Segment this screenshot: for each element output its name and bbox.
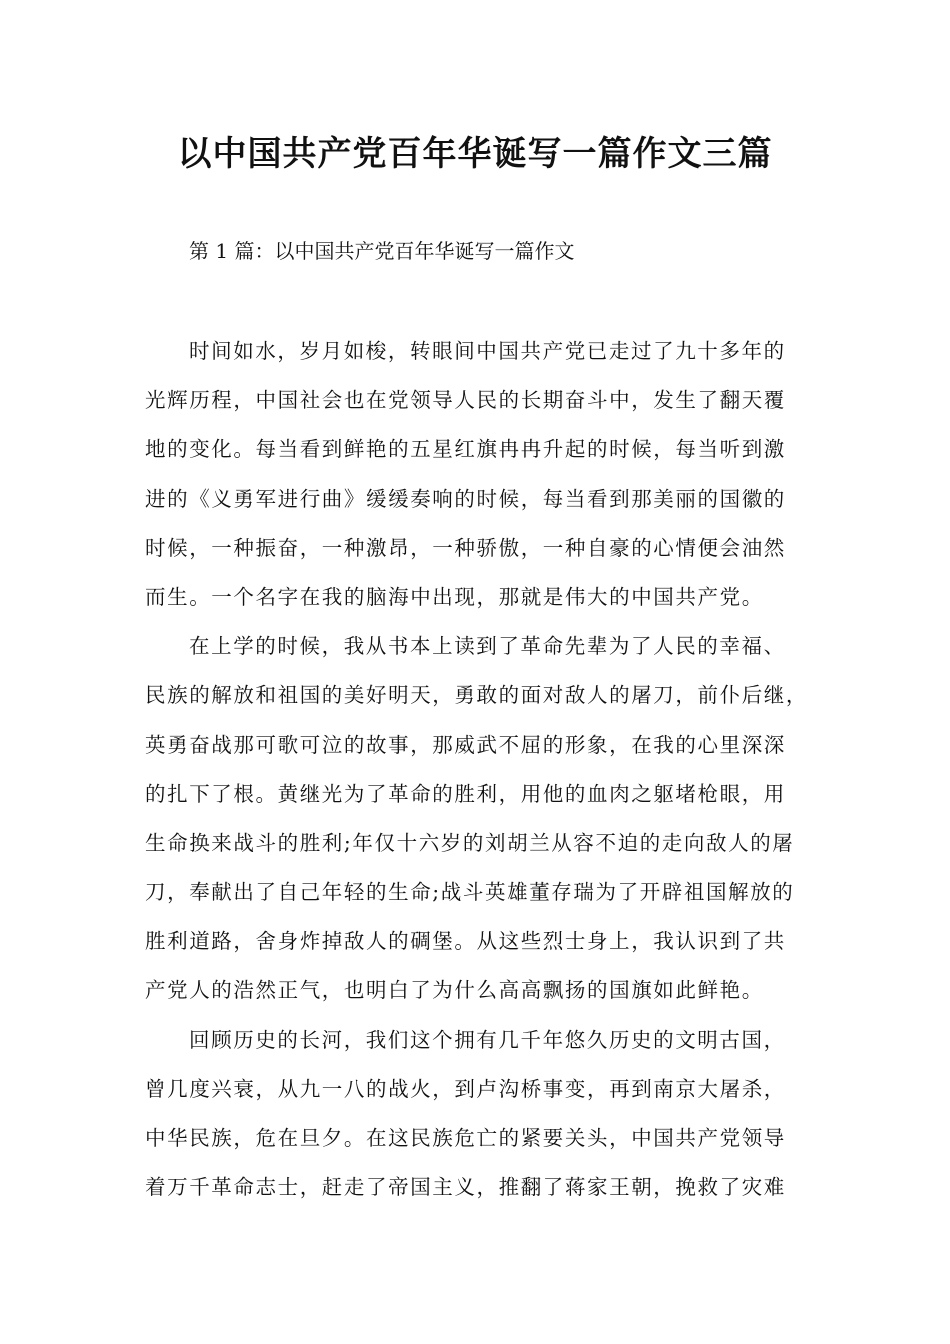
paragraph-line: 刀，奉献出了自己年轻的生命;战斗英雄董存瑞为了开辟祖国解放的 [145,880,795,905]
paragraph-line: 而生。一个名字在我的脑海中出现，那就是伟大的中国共产党。 [145,584,764,609]
paragraph-line: 在上学的时候，我从书本上读到了革命先辈为了人民的幸福、 [189,634,786,659]
paragraph-line: 地的变化。每当看到鲜艳的五星红旗冉冉升起的时候，每当听到激 [145,437,786,462]
paragraph-line: 着万千革命志士，赶走了帝国主义，推翻了蒋家王朝，挽救了灾难 [145,1175,786,1200]
paragraph-line: 光辉历程，中国社会也在党领导人民的长期奋斗中，发生了翻天覆 [145,388,786,413]
paragraph-line: 英勇奋战那可歌可泣的故事，那威武不屈的形象，在我的心里深深 [145,732,786,757]
paragraph-line: 曾几度兴衰，从九一八的战火，到卢沟桥事变，再到南京大屠杀， [145,1076,786,1101]
document-title: 以中国共产党百年华诞写一篇作文三篇 [177,134,773,174]
paragraph-line: 民族的解放和祖国的美好明天，勇敢的面对敌人的屠刀，前仆后继， [145,683,808,708]
paragraph-line: 中华民族，危在旦夕。在这民族危亡的紧要关头，中国共产党领导 [145,1126,786,1150]
paragraph-line: 回顾历史的长河，我们这个拥有几千年悠久历史的文明古国， [189,1027,786,1052]
paragraph-line: 生命换来战斗的胜利;年仅十六岁的刘胡兰从容不迫的走向敌人的屠 [145,830,795,855]
section-heading: 第 1 篇：以中国共产党百年华诞写一篇作文 [189,239,575,263]
paragraph-line: 时间如水，岁月如梭，转眼间中国共产党已走过了九十多年的 [189,339,786,363]
paragraph-line: 产党人的浩然正气，也明白了为什么高高飘扬的国旗如此鲜艳。 [145,978,764,1003]
paragraph-line: 时候，一种振奋，一种激昂，一种骄傲，一种自豪的心情便会油然 [145,535,786,560]
paragraph-line: 进的《义勇军进行曲》缓缓奏响的时候，每当看到那美丽的国徽的 [145,486,786,511]
paragraph-line: 胜利道路，舍身炸掉敌人的碉堡。从这些烈士身上，我认识到了共 [145,929,786,954]
paragraph-line: 的扎下了根。黄继光为了革命的胜利，用他的血肉之躯堵枪眼，用 [145,781,786,806]
body-text [145,336,825,1221]
